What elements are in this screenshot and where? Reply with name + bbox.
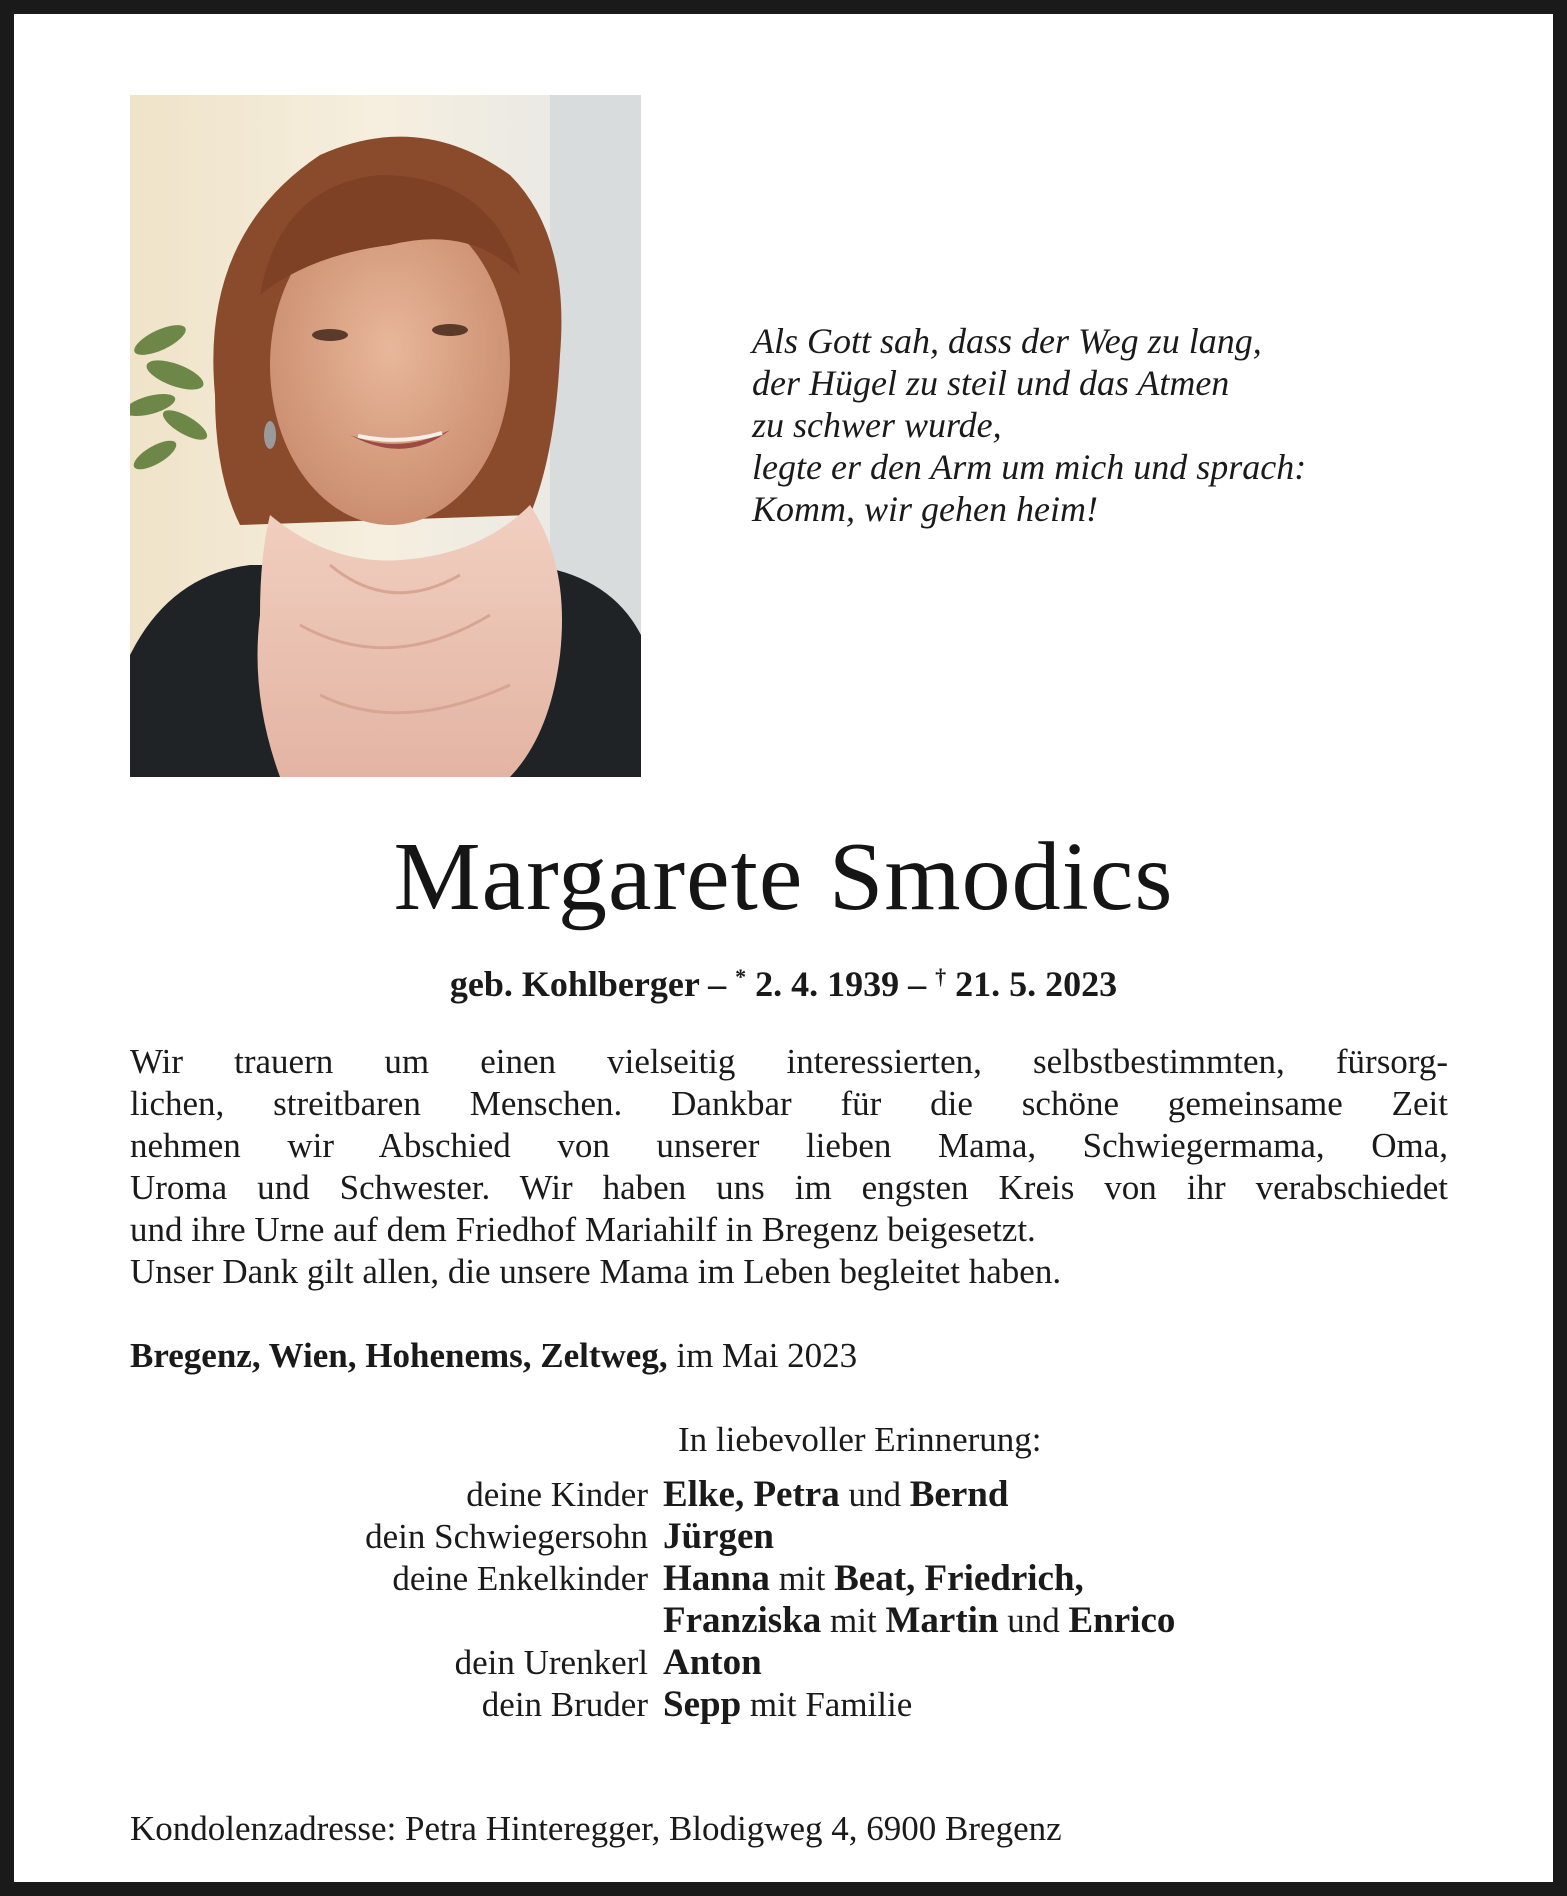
family-role: deine Kinder [466,1475,648,1514]
family-row [130,1474,1448,1516]
family-names [663,1600,1448,1642]
family-member-name: Enrico [1068,1600,1176,1641]
memory-heading: In liebevoller Erinnerung: [678,1420,1042,1459]
family-names [663,1684,1448,1726]
poem-line: der Hügel zu steil und das Atmen [752,363,1230,403]
family-member-name: Bernd [909,1474,1009,1515]
family-row [130,1684,1448,1726]
connector-text: und [839,1475,910,1514]
connector-text: mit [769,1559,835,1598]
text-line: Unser Dank gilt allen, die unsere Mama im Leben begleitet haben. [130,1252,1062,1291]
family-member-name: Elke, Petra [663,1474,840,1515]
text-line: Wir trauern um einen vielseitig interessierten, selbstbestimmten, fürsorg- [130,1042,1448,1081]
family-member-name: Martin [885,1600,999,1641]
places: Bregenz, Wien, Hohenems, Zeltweg, [130,1336,668,1375]
family-role [130,1600,663,1642]
separator: – [708,964,727,1004]
family-role: dein Urenkerl [454,1643,648,1682]
family-member-name: Jürgen [663,1516,774,1557]
deceased-name: Margarete Smodics [393,823,1174,931]
birth-name: geb. Kohlberger [449,964,700,1004]
family-member-name: Anton [663,1642,762,1683]
family-member-name: Sepp [663,1684,742,1725]
poem-line: Komm, wir gehen heim! [752,489,1098,529]
family-role: dein Bruder [481,1685,648,1724]
text-line: Uroma und Schwester. Wir haben uns im engsten Kreis von ihr verabschiedet [130,1168,1448,1207]
family-list [130,1474,1448,1726]
family-role: deine Enkelkinder [392,1559,648,1598]
family-row [130,1558,1448,1600]
connector-text: mit [821,1601,886,1640]
place-date [130,1335,857,1377]
family-names [663,1558,1448,1600]
separator: – [908,964,927,1004]
text-line: nehmen wir Abschied von unserer lieben Mama, Schwiegermama, Oma, [130,1126,1448,1165]
poem [752,320,1306,530]
poem-line: Als Gott sah, dass der Weg zu lang, [752,321,1262,361]
family-names [663,1642,1448,1684]
family-row [130,1600,1448,1642]
month-year: im Mai 2023 [676,1336,858,1375]
birth-symbol: * [735,964,747,989]
condolence-address: Kondolenzadresse: Petra Hinteregger, Blodigweg 4, 6900 Bregenz [130,1809,1062,1848]
connector-text: mit Familie [741,1685,913,1724]
family-member-name: Beat, Friedrich, [834,1558,1084,1599]
poem-line: legte er den Arm um mich und sprach: [752,447,1307,487]
death-symbol: † [935,964,947,989]
obituary-text [130,1041,1448,1293]
family-member-name: Hanna [663,1558,770,1599]
family-names [663,1474,1448,1516]
text-line: lichen, streitbaren Menschen. Dankbar für die schöne gemeinsame Zeit [130,1084,1448,1123]
family-row [130,1642,1448,1684]
portrait-image [130,95,641,777]
family-names [663,1516,1448,1558]
death-date: 21. 5. 2023 [955,964,1118,1004]
birth-date: 2. 4. 1939 [755,964,900,1004]
family-member-name: Franziska [663,1600,822,1641]
life-dates [14,956,1553,1005]
text-line: und ihre Urne auf dem Friedhof Mariahilf in Bregenz beigesetzt. [130,1210,1036,1249]
portrait-photo [130,95,641,777]
family-role: dein Schwiegersohn [365,1517,648,1556]
connector-text: und [998,1601,1069,1640]
family-row [130,1516,1448,1558]
poem-line: zu schwer wurde, [752,405,1002,445]
